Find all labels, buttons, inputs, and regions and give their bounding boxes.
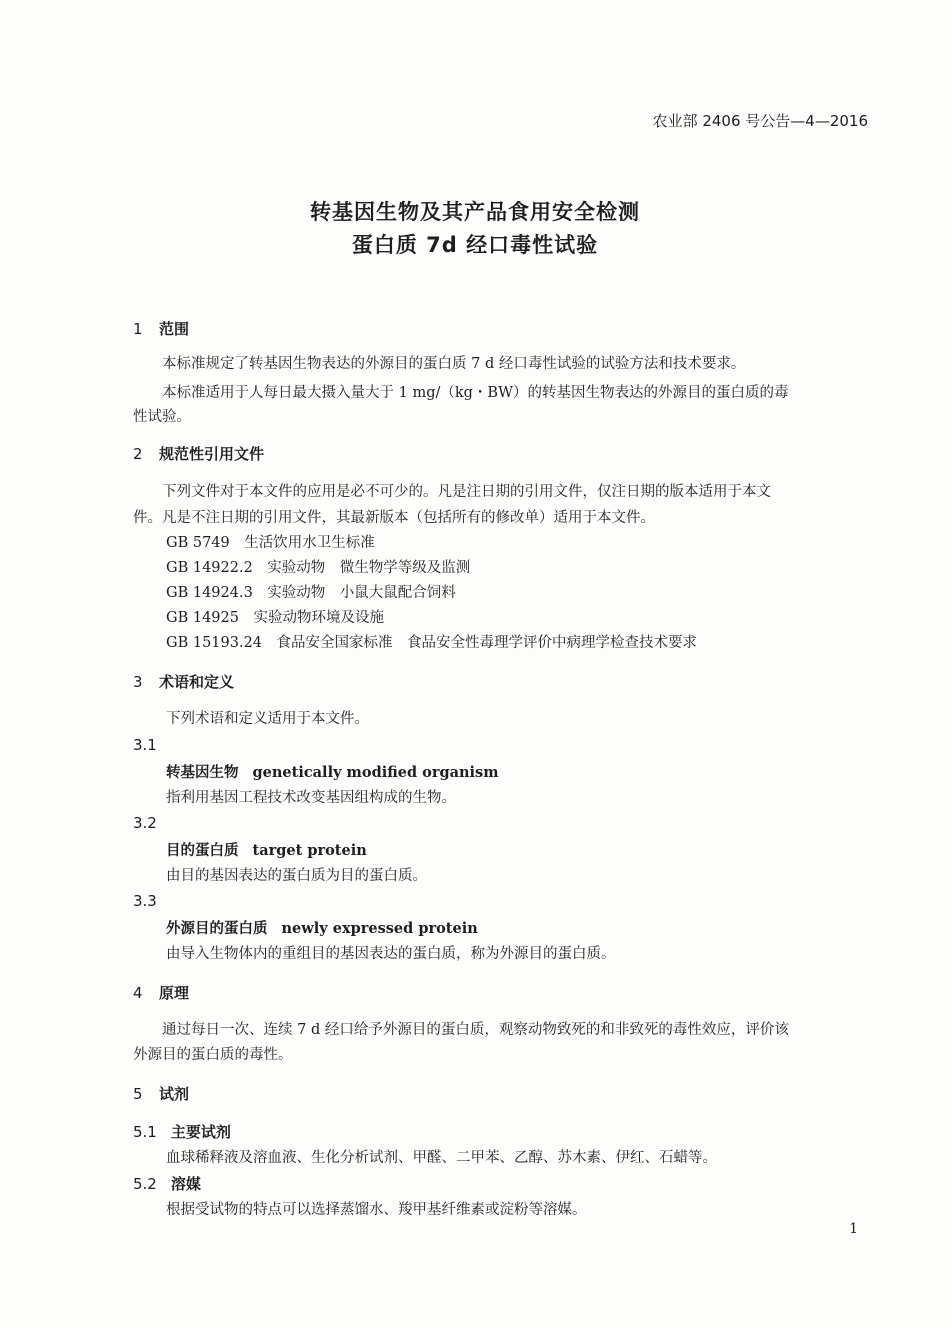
term-zh: 目的蛋白质 [166, 842, 239, 859]
paragraph: 性试验。 [133, 409, 191, 425]
section-title: 规范性引用文件 [159, 445, 265, 463]
paragraph: 本标准规定了转基因生物表达的外源目的蛋白质 7 d 经口毒性试验的试验方法和技术要求。 [162, 356, 746, 372]
definition: 指利用基因工程技术改变基因组构成的生物。 [166, 790, 456, 806]
reference-item: GB 14922.2 实验动物 微生物学等级及监测 [166, 560, 471, 576]
section-4-heading [133, 982, 189, 1003]
section-title: 范围 [159, 320, 190, 338]
section-title: 原理 [159, 984, 190, 1002]
section-number: 4 [133, 984, 143, 1002]
standard-number: 农业部 2406 号公告—4—2016 [652, 112, 868, 130]
term-en: target protein [252, 842, 367, 859]
paragraph: 外源目的蛋白质的毒性。 [133, 1047, 293, 1063]
reference-item: GB 15193.24 食品安全国家标准 食品安全性毒理学评价中病理学检查技术要求 [166, 635, 698, 651]
subsection-number: 5.2 [133, 1175, 157, 1193]
subsection-5-1-heading [133, 1121, 231, 1142]
reference-item: GB 5749 生活饮用水卫生标准 [166, 535, 375, 551]
section-number: 2 [133, 445, 143, 463]
section-title: 试剂 [159, 1085, 190, 1103]
section-2-heading [133, 443, 264, 464]
title-line-2: 蛋白质 7d 经口毒性试验 [351, 233, 599, 257]
term-en: newly expressed protein [281, 920, 478, 937]
definition: 由目的基因表达的蛋白质为目的蛋白质。 [166, 868, 427, 884]
term-en: genetically modified organism [252, 764, 499, 781]
reference-item: GB 14924.3 实验动物 小鼠大鼠配合饲料 [166, 585, 456, 601]
subsection-number: 5.1 [133, 1123, 157, 1141]
section-3-heading [133, 671, 234, 692]
section-title: 术语和定义 [159, 673, 235, 691]
section-number: 3 [133, 673, 143, 691]
section-1-heading [133, 318, 189, 339]
paragraph: 下列文件对于本文件的应用是必不可少的。凡是注日期的引用文件，仅注日期的版本适用于本文 [162, 484, 771, 500]
title-line-1: 转基因生物及其产品食用安全检测 [310, 200, 640, 224]
paragraph: 下列术语和定义适用于本文件。 [166, 711, 369, 727]
subsection-number: 3.1 [133, 736, 157, 754]
subsection-number: 3.3 [133, 892, 157, 910]
paragraph: 本标准适用于人每日最大摄入量大于 1 mg/（kg・BW）的转基因生物表达的外源目的蛋白质的毒 [162, 385, 789, 401]
term-3-2 [166, 839, 367, 860]
paragraph: 根据受试物的特点可以选择蒸馏水、羧甲基纤维素或淀粉等溶媒。 [166, 1202, 587, 1218]
subsection-number: 3.2 [133, 814, 157, 832]
subsection-title: 溶媒 [170, 1175, 201, 1193]
term-3-1 [166, 761, 499, 782]
paragraph: 件。凡是不注日期的引用文件，其最新版本（包括所有的修改单）适用于本文件。 [133, 510, 655, 526]
section-number: 1 [133, 320, 143, 338]
section-5-heading [133, 1083, 189, 1104]
page-number: 1 [849, 1221, 858, 1237]
definition: 由导入生物体内的重组目的基因表达的蛋白质，称为外源目的蛋白质。 [166, 946, 616, 962]
reference-item: GB 14925 实验动物环境及设施 [166, 610, 384, 626]
subsection-5-2-heading [133, 1173, 201, 1194]
term-zh: 转基因生物 [166, 764, 239, 781]
paragraph: 血球稀释液及溶血液、生化分析试剂、甲醛、二甲苯、乙醇、苏木素、伊红、石蜡等。 [166, 1150, 717, 1166]
section-number: 5 [133, 1085, 143, 1103]
paragraph: 通过每日一次、连续 7 d 经口给予外源目的蛋白质，观察动物致死的和非致死的毒性效应，评价该 [162, 1022, 789, 1038]
term-zh: 外源目的蛋白质 [166, 920, 268, 937]
subsection-title: 主要试剂 [170, 1123, 231, 1141]
term-3-3 [166, 917, 478, 938]
